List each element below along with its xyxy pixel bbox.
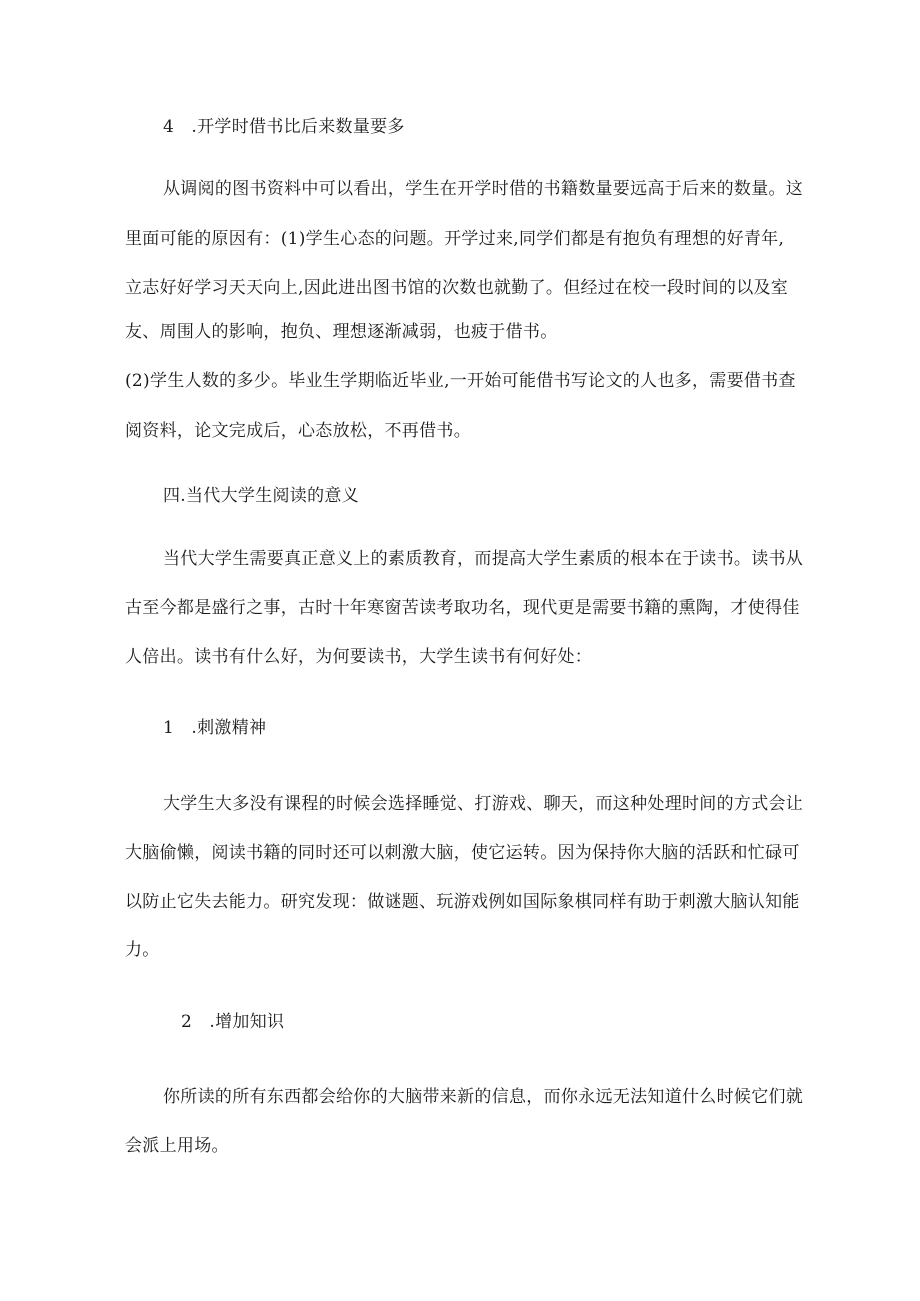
- item-1-line-1: 大学生大多没有课程的时候会选择睡觉、打游戏、聊天，而这种处理时间的方式会让: [163, 794, 804, 814]
- section-4-line-3: 立志好好学习天天向上,因此进出图书馆的次数也就勤了。但经过在校一段时间的以及室: [125, 278, 789, 298]
- section-4-line-5: (2)学生人数的多少。毕业生学期临近毕业,一开始可能借书写论文的人也多，需要借书查: [125, 371, 796, 391]
- section-iv-line-3: 人倍出。读书有什么好，为何要读书，大学生读书有何好处：: [125, 647, 593, 667]
- item-1-line-2: 大脑偷懒，阅读书籍的同时还可以刺激大脑，使它运转。因为保持你大脑的活跃和忙碌可: [125, 843, 800, 863]
- item-2-heading: 2 .增加知识: [181, 1012, 285, 1032]
- item-2-line-2: 会派上用场。: [125, 1136, 229, 1156]
- section-iv-heading: 四.当代大学生阅读的意义: [163, 486, 360, 506]
- section-4-line-6: 阅资料，论文完成后，心态放松，不再借书。: [125, 421, 471, 441]
- section-4-line-2: 里面可能的原因有：(1)学生心态的问题。开学过来,同学们都是有抱负有理想的好青年,: [125, 229, 785, 249]
- item-1-heading: 1 .刺激精神: [163, 718, 267, 738]
- section-iv-line-1: 当代大学生需要真正意义上的素质教育，而提高大学生素质的根本在于读书。读书从: [163, 549, 804, 569]
- item-2-line-1: 你所读的所有东西都会给你的大脑带来新的信息，而你永远无法知道什么时候它们就: [163, 1087, 804, 1107]
- item-1-line-4: 力。: [125, 940, 160, 960]
- item-1-line-3: 以防止它失去能力。研究发现：做谜题、玩游戏例如国际象棋同样有助于刺激大脑认知能: [125, 892, 800, 912]
- section-iv-line-2: 古至今都是盛行之事，古时十年寒窗苦读考取功名，现代更是需要书籍的熏陶，才使得佳: [125, 598, 800, 618]
- section-4-heading: 4 .开学时借书比后来数量要多: [163, 117, 405, 137]
- section-4-line-4: 友、周围人的影响，抱负、理想逐渐减弱，也疲于借书。: [125, 322, 558, 342]
- section-4-line-1: 从调阅的图书资料中可以看出，学生在开学时借的书籍数量要远高于后来的数量。这: [163, 179, 804, 199]
